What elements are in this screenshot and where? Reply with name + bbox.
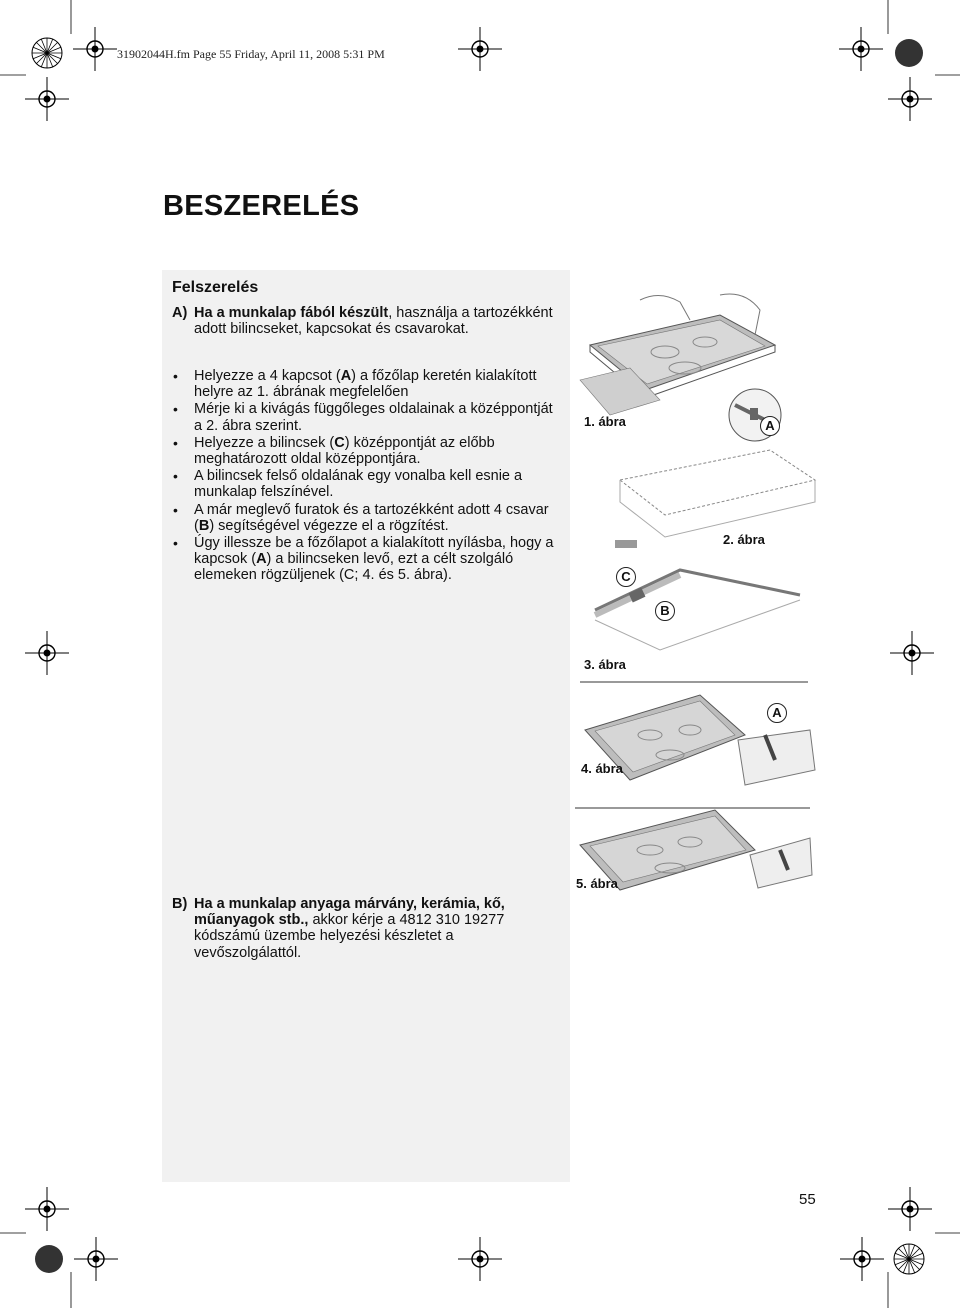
figure-1-caption: 1. ábra [584, 414, 626, 429]
page-number: 55 [799, 1191, 816, 1208]
figure-5-caption: 5. ábra [576, 876, 618, 891]
list-item: • Helyezze a 4 kapcsot (A) a főzőlap keretén kialakított helyre az 1. ábrának megfelelően [172, 368, 564, 400]
list-item: • A már meglevő furatok és a tartozékként adott 4 csavar (B) segítségével végezze el a rögzítést. [172, 502, 564, 534]
page-title: BESZERELÉS [163, 190, 360, 222]
label-a-fig4: A [767, 703, 787, 723]
list-item: • Mérje ki a kivágás függőleges oldalainak a középpontját a 2. ábra szerint. [172, 401, 564, 433]
item-b-text: akkor kérje a 4812 310 19277 kódszámú üzembe helyezési készletet a vevőszolgálattól. [194, 912, 505, 961]
section-heading: Felszerelés [172, 279, 259, 296]
figure-2-caption: 2. ábra [723, 532, 765, 547]
item-a [172, 305, 557, 337]
installation-illustrations [570, 290, 820, 900]
list-item: • Úgy illessze be a főzőlapot a kialakított nyílásba, hogy a kapcsok (A) a bilincseken levő, ezt a célt szolgáló elemeken rögzüljenek (C; 4. és 5. ábra). [172, 535, 564, 584]
figure-4-caption: 4. ábra [581, 761, 623, 776]
figure-2 [615, 450, 815, 548]
item-b [172, 896, 557, 961]
item-b-bold: Ha a munkalap anyaga márvány, kerámia, kő, műanyagok stb., [194, 896, 505, 929]
item-b-marker: B) [172, 896, 188, 912]
figure-3-caption: 3. ábra [584, 657, 626, 672]
item-a-marker: A) [172, 305, 188, 321]
list-item: • A bilincsek felső oldalának egy vonalba kell esnie a munkalap felszínével. [172, 468, 564, 500]
list-item: • Helyezze a bilincsek (C) középpontját az előbb meghatározott oldal középpontjára. [172, 435, 564, 467]
label-b: B [655, 601, 675, 621]
item-a-bold: Ha a munkalap fából készült [194, 305, 389, 321]
item-a-text: , használja a tartozékként adott bilincseket, kapcsokat és csavarokat. [194, 305, 553, 338]
instruction-list [172, 368, 564, 585]
label-c: C [616, 567, 636, 587]
label-a-fig1: A [760, 416, 780, 436]
file-header: 31902044H.fm Page 55 Friday, April 11, 2008 5:31 PM [117, 47, 385, 61]
